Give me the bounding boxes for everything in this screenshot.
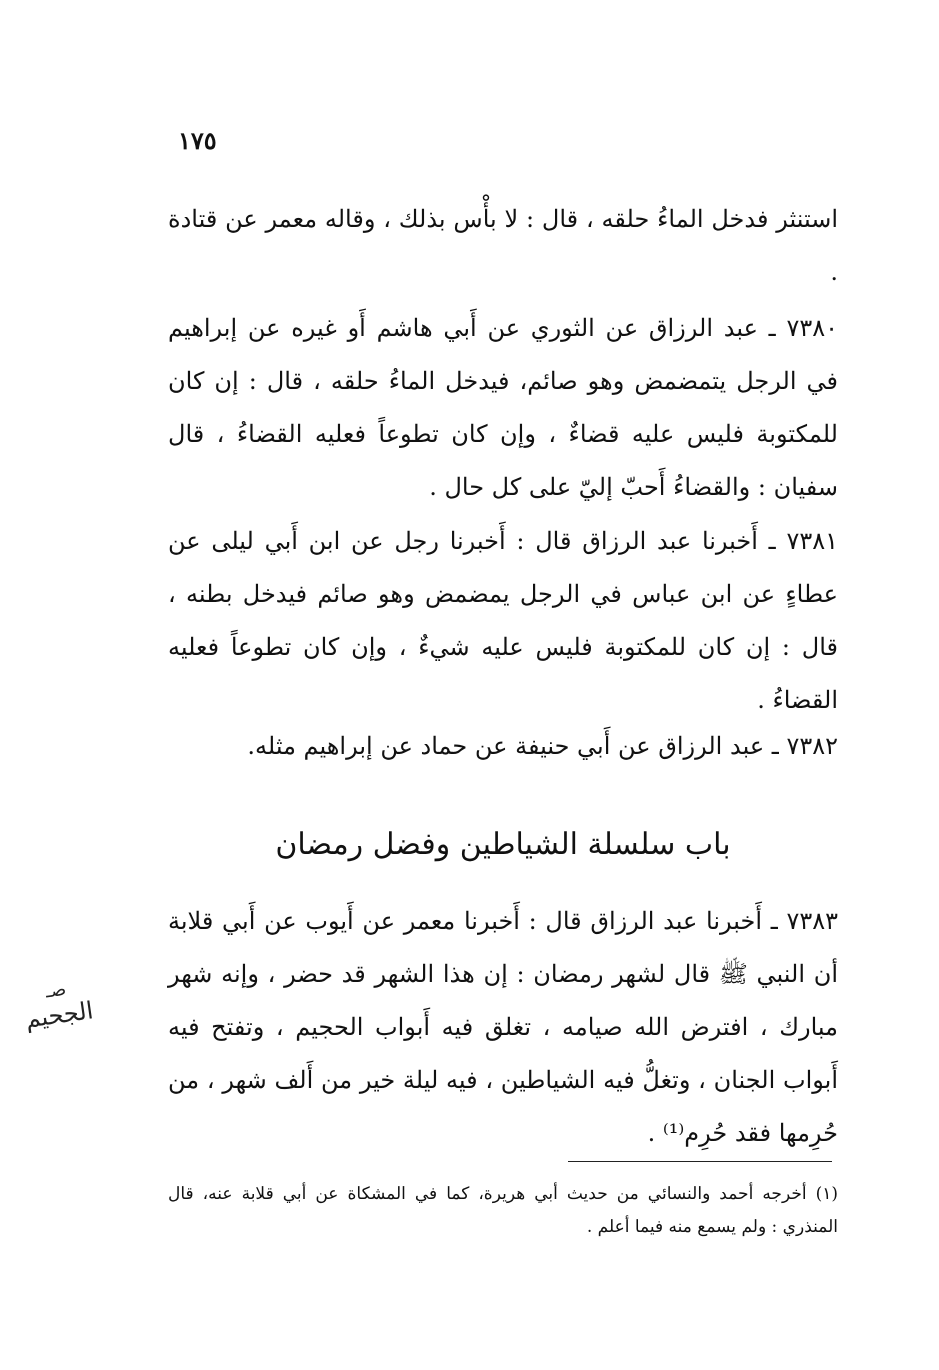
paragraph-7380: ٧٣٨٠ ـ عبد الرزاق عن الثوري عن أَبي هاشم أَو غيره عن إبراهيم في الرجل يتمضمض وهو صائم، فيدخل الماءُ حلقه ، قال : إن كان للمكتوبة فليس عليه قضاءٌ ، وإن كان تطوعاً فعليه القضاءُ ، قال سفيان : والقضاءُ أَحبّ إليّ على كل حال . bbox=[168, 314, 838, 501]
margin-correction-mark: صـ bbox=[44, 978, 68, 1003]
footnote: (١) أخرجه أحمد والنسائي من حديث أبي هريرة، كما في المشكاة عن أبي قلابة عنه، قال المنذري : ولم يسمع منه فيما أعلم . bbox=[168, 1184, 838, 1237]
paragraph-continuation: استنثر فدخل الماءُ حلقه ، قال : لا بأْس بذلك ، وقاله معمر عن قتادة . bbox=[168, 205, 838, 286]
paragraph-7381: ٧٣٨١ ـ أَخبرنا عبد الرزاق قال : أَخبرنا رجل عن ابن أَبي ليلى عن عطاءٍ عن ابن عباس في الرجل يمضمض وهو صائم فيدخل بطنه ، قال : إن كان للمكتوبة فليس عليه شيءٌ ، وإن كان تطوعاً فعليه القضاءُ . bbox=[168, 527, 838, 714]
footnote-divider bbox=[568, 1161, 832, 1162]
margin-correction-text: الجحيم bbox=[23, 996, 95, 1034]
handwritten-margin-correction bbox=[5, 975, 111, 1036]
paragraph-7383: ٧٣٨٣ ـ أَخبرنا عبد الرزاق قال : أَخبرنا معمر عن أَيوب عن أَبي قلابة أن النبي ﷺ قال لشهر رمضان : إن هذا الشهر قد حضر ، وإنه شهر مبارك ، افترض الله صيامه ، تغلق فيه أَبواب الحجيم ، وتفتح فيه أَبواب الجنان ، وتغلُّ فيه الشياطين ، فيه ليلة خير من أَلف شهر ، من حُرِمها فقد حُرِم⁽¹⁾ . bbox=[168, 907, 838, 1147]
section-heading: باب سلسلة الشياطين وفضل رمضان bbox=[275, 827, 731, 862]
page-number: ١٧٥ bbox=[178, 126, 217, 155]
paragraph-7382: ٧٣٨٢ ـ عبد الرزاق عن أَبي حنيفة عن حماد عن إبراهيم مثله. bbox=[247, 732, 838, 760]
